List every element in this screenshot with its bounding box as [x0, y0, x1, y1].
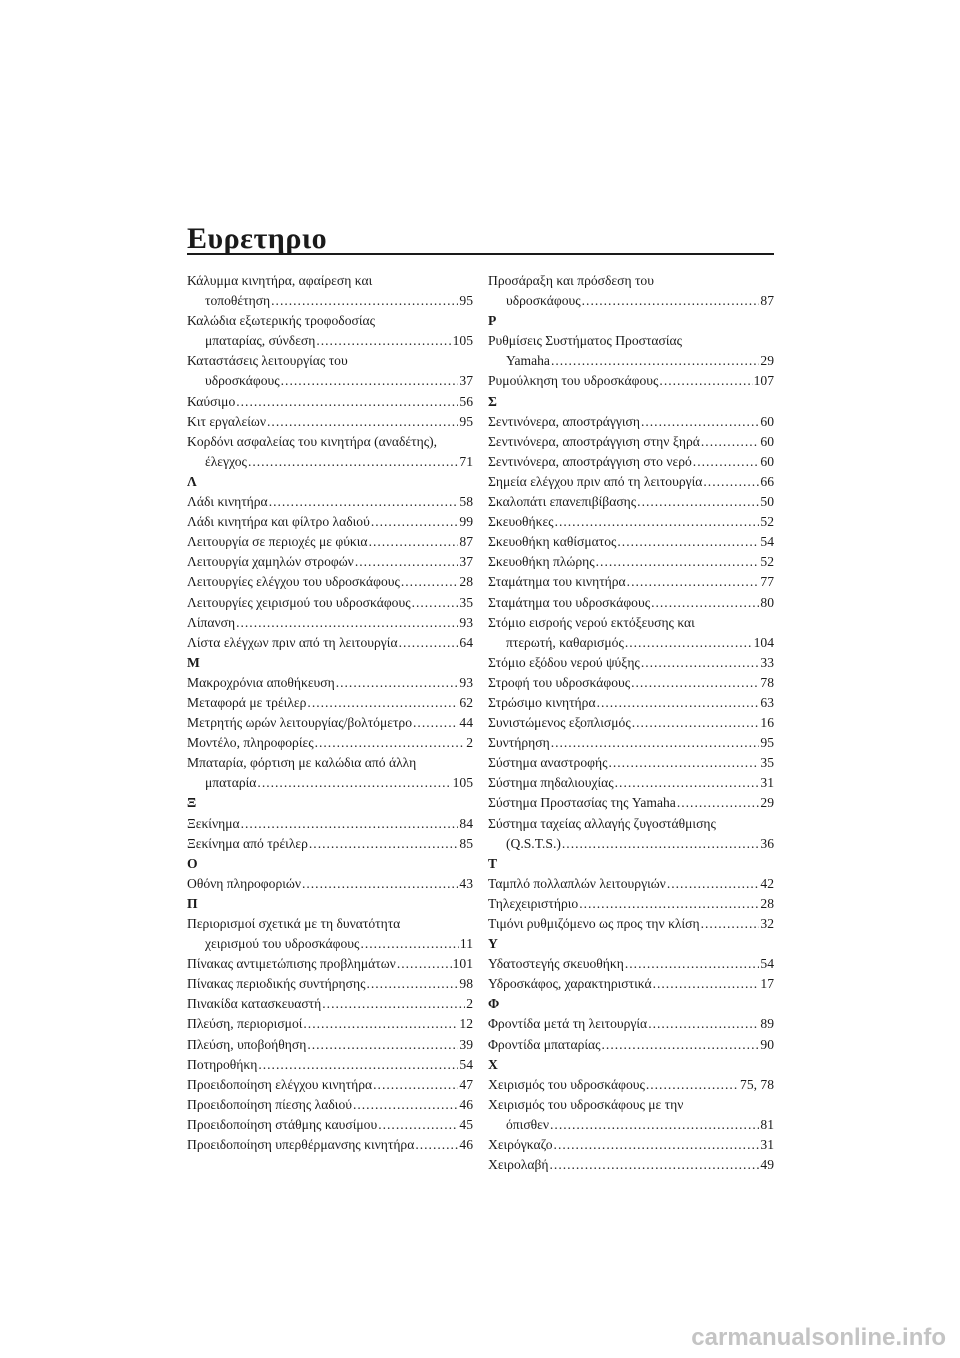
index-entry-text: Ρυθμίσεις Συστήματος Προστασίας	[488, 333, 683, 349]
index-entry-text: μπαταρίας, σύνδεση	[205, 333, 316, 349]
page-number: 99	[459, 514, 473, 530]
index-entry	[187, 1055, 473, 1075]
index-entry	[187, 1014, 473, 1034]
page-number: 12	[459, 1016, 473, 1032]
page-number: 90	[760, 1036, 774, 1052]
index-entry	[187, 412, 473, 432]
index-entry	[187, 1095, 473, 1115]
index-entry	[187, 874, 473, 894]
index-entry	[187, 572, 473, 592]
index-entry	[488, 552, 774, 572]
page-number: 105	[452, 775, 473, 791]
index-entry	[187, 432, 473, 472]
page-number: 31	[760, 775, 774, 791]
index-entry-text: Τηλεχειριστήριο	[488, 895, 579, 911]
dot-leader	[309, 834, 459, 854]
dot-leader	[236, 392, 458, 412]
dot-leader	[554, 1135, 760, 1155]
index-entry	[187, 914, 473, 954]
dot-leader	[415, 1135, 458, 1155]
page-number: 95	[760, 735, 774, 751]
page-number: 29	[760, 353, 774, 369]
index-column-right	[488, 271, 774, 1175]
page-number: 89	[760, 1016, 774, 1032]
dot-leader	[353, 1095, 458, 1115]
dot-leader	[412, 593, 459, 613]
index-entry	[187, 974, 473, 994]
page-number: 54	[760, 534, 774, 550]
index-entry	[488, 894, 774, 914]
index-entry	[488, 572, 774, 592]
page-number: 50	[760, 494, 774, 510]
index-entry	[187, 271, 473, 311]
dot-leader	[303, 1014, 458, 1034]
index-letter-heading: Π	[187, 895, 198, 911]
index-entry-text: Ταμπλό πολλαπλών λειτουργιών	[488, 875, 666, 891]
index-entry	[187, 532, 473, 552]
index-entry-text: Φροντίδα μπαταρίας	[488, 1036, 601, 1052]
index-entry	[187, 994, 473, 1014]
index-letter-heading: Υ	[488, 936, 498, 952]
page-number: 84	[459, 815, 473, 831]
index-entry	[488, 593, 774, 613]
index-entry	[488, 512, 774, 532]
page-number: 44	[459, 715, 473, 731]
index-entry-text: τοποθέτηση	[205, 293, 271, 309]
dot-leader	[315, 733, 466, 753]
dot-leader	[371, 512, 459, 532]
index-letter-heading: Χ	[488, 1056, 498, 1072]
index-entry	[488, 1035, 774, 1055]
dot-leader	[369, 532, 459, 552]
dot-leader	[258, 1055, 458, 1075]
index-entry-text: Καταστάσεις λειτουργίας του	[187, 353, 348, 369]
dot-leader	[281, 371, 459, 391]
page-number: 29	[760, 795, 774, 811]
dot-leader	[271, 291, 458, 311]
page-number: 2	[466, 735, 473, 751]
dot-leader	[693, 452, 760, 472]
dot-leader	[703, 472, 759, 492]
index-entry	[187, 613, 473, 633]
dot-leader	[550, 1155, 760, 1175]
index-entry-text: Χειρόγκαζο	[488, 1137, 553, 1153]
index-entry	[187, 1135, 473, 1155]
index-entry	[488, 331, 774, 371]
index-entry	[488, 673, 774, 693]
dot-leader	[366, 974, 458, 994]
page-number: 16	[760, 715, 774, 731]
dot-leader	[241, 814, 459, 834]
index-entry	[488, 371, 774, 391]
index-entry-text: Ρυμούλκηση του υδροσκάφους	[488, 373, 659, 389]
page-number: 56	[459, 393, 473, 409]
index-entry	[488, 492, 774, 512]
index-letter-heading: Μ	[187, 654, 200, 670]
dot-leader	[579, 894, 759, 914]
index-entry	[187, 1075, 473, 1095]
index-entry	[488, 1155, 774, 1175]
index-entry-text: Πίνακας περιοδικής συντήρησης	[187, 976, 366, 992]
page-number: 31	[760, 1137, 774, 1153]
index-entry-text: Σημεία ελέγχου πριν από τη λειτουργία	[488, 473, 703, 489]
index-entry-text: Λειτουργίες ελέγχου του υδροσκάφους	[187, 574, 400, 590]
page-number: 33	[760, 654, 774, 670]
dot-leader	[641, 412, 759, 432]
index-entry-text: Προειδοποίηση πίεσης λαδιού	[187, 1096, 352, 1112]
index-entry	[187, 593, 473, 613]
page-number: 2	[466, 996, 473, 1012]
index-entry-text: Χειρισμός του υδροσκάφους με την	[488, 1096, 684, 1112]
index-entry	[488, 753, 774, 773]
index-entry-text: Σύστημα πηδαλιουχίας	[488, 775, 614, 791]
index-entry-text: Στρώσιμο κινητήρα	[488, 694, 596, 710]
page-number: 71	[459, 453, 473, 469]
dot-leader	[413, 713, 458, 733]
dot-leader	[316, 331, 451, 351]
index-entry-text: Φροντίδα μετά τη λειτουργία	[488, 1016, 648, 1032]
index-entry-text: Ξεκίνημα	[187, 815, 240, 831]
dot-leader	[637, 492, 759, 512]
dot-leader	[267, 412, 458, 432]
index-letter-heading: Ρ	[488, 313, 497, 329]
index-entry	[488, 874, 774, 894]
index-entry	[488, 532, 774, 552]
index-entry-text: Οθόνη πληροφοριών	[187, 875, 301, 891]
index-entry-text: Μακροχρόνια αποθήκευση	[187, 674, 335, 690]
index-entry-text: υδροσκάφους	[205, 373, 280, 389]
page-number: 35	[459, 594, 473, 610]
index-entry	[187, 753, 473, 793]
page-number: 101	[452, 956, 473, 972]
index-entry-text: Προειδοποίηση στάθμης καυσίμου	[187, 1116, 378, 1132]
index-entry	[488, 1095, 774, 1135]
dot-leader	[257, 773, 451, 793]
index-entry-text: Πινακίδα κατασκευαστή	[187, 996, 322, 1012]
index-entry	[187, 713, 473, 733]
page-number: 87	[760, 293, 774, 309]
index-entry-text: Στόμιο εξόδου νερού ψύξης	[488, 654, 640, 670]
page-number: 32	[760, 916, 774, 931]
index-entry-text: Προειδοποίηση υπερθέρμανσης κινητήρα	[187, 1137, 415, 1153]
page-number: 37	[459, 554, 473, 570]
index-entry-text: Ποτηροθήκη	[187, 1056, 258, 1072]
page-number: 47	[459, 1076, 473, 1092]
index-entry	[488, 914, 774, 934]
index-entry-text: μπαταρία	[205, 775, 257, 791]
index-entry-text: Ξεκίνημα από τρέιλερ	[187, 835, 308, 851]
dot-leader	[378, 1115, 458, 1135]
index-entry-text: Λειτουργίες χειρισμού του υδροσκάφους	[187, 594, 411, 610]
dot-leader	[550, 1115, 759, 1135]
index-entry-text: Καύσιμο	[187, 393, 236, 409]
dot-leader	[336, 673, 459, 693]
index-entry	[187, 311, 473, 351]
index-entry-text: Λίπανση	[187, 614, 236, 630]
page-number: 64	[459, 634, 473, 650]
index-entry	[187, 733, 473, 753]
index-entry	[488, 733, 774, 753]
index-letter-heading: Ο	[187, 855, 198, 871]
dot-leader	[625, 633, 753, 653]
watermark: carmanualsonline.info	[691, 1324, 946, 1351]
dot-leader	[646, 1075, 739, 1095]
index-entry	[187, 693, 473, 713]
index-entry	[187, 552, 473, 572]
page-number: 60	[760, 453, 774, 469]
index-entry	[187, 633, 473, 653]
index-entry	[488, 472, 774, 492]
dot-leader	[397, 954, 452, 974]
page-number: 52	[760, 554, 774, 570]
page-number: 105	[452, 333, 473, 349]
page-number: 52	[760, 514, 774, 530]
dot-leader	[360, 934, 458, 954]
index-column-left	[187, 271, 473, 1155]
dot-leader	[631, 673, 759, 693]
page-number: 78	[760, 674, 774, 690]
dot-leader	[399, 633, 459, 653]
index-entry-text: Λίστα ελέγχων πριν από τη λειτουργία	[187, 634, 398, 650]
dot-leader	[401, 572, 459, 592]
index-entry-text: πτερωτή, καθαρισμός	[506, 634, 624, 650]
dot-leader	[307, 693, 458, 713]
index-entry	[488, 693, 774, 713]
dot-leader	[596, 552, 760, 572]
index-entry-text: χειρισμού του υδροσκάφους	[205, 936, 360, 952]
page-number: 77	[760, 574, 774, 590]
index-letter-heading: Φ	[488, 996, 500, 1012]
index-entry-text: Λάδι κινητήρα	[187, 494, 268, 510]
page-number: 46	[459, 1096, 473, 1112]
page-number: 35	[760, 755, 774, 771]
dot-leader	[602, 1035, 760, 1055]
index-entry-text: Σύστημα ταχείας αλλαγής ζυγοστάθμισης	[488, 815, 716, 831]
page-title: Ευρετηριο	[187, 222, 328, 255]
index-letter-heading: Λ	[187, 473, 197, 489]
page-number: 95	[459, 293, 473, 309]
index-entry	[187, 1035, 473, 1055]
page-number: 60	[760, 413, 774, 429]
page-number: 37	[459, 373, 473, 389]
page-number: 95	[459, 413, 473, 429]
index-entry	[488, 412, 774, 432]
index-entry	[187, 814, 473, 834]
index-entry	[488, 713, 774, 733]
dot-leader	[653, 974, 760, 994]
page-number: 46	[459, 1137, 473, 1153]
index-entry	[488, 613, 774, 653]
page-number: 81	[760, 1116, 774, 1132]
index-entry-text: Κορδόνι ασφαλείας του κινητήρα (αναδέτης),	[187, 433, 438, 449]
index-entry	[488, 773, 774, 793]
index-entry-text: Στόμιο εισροής νερού εκτόξευσης και	[488, 614, 695, 630]
index-entry	[488, 793, 774, 813]
page-number: 80	[760, 594, 774, 610]
index-entry-text: Μοντέλο, πληροφορίες	[187, 735, 314, 751]
page-number: 28	[760, 895, 774, 911]
index-entry-text: Σκευοθήκη καθίσματος	[488, 534, 617, 550]
page-number: 54	[760, 956, 774, 972]
index-entry-text: Σκευοθήκες	[488, 514, 554, 530]
index-entry-text: Σεντινόνερα, αποστράγγιση	[488, 413, 640, 429]
index-entry-text: Περιορισμοί σχετικά με τη δυνατότητα	[187, 916, 401, 931]
page-number: 66	[760, 473, 774, 489]
page-number: 54	[459, 1056, 473, 1072]
page-number: 87	[459, 534, 473, 550]
index-entry-text: Στροφή του υδροσκάφους	[488, 674, 631, 690]
page-number: 45	[459, 1116, 473, 1132]
index-entry-text: Πλεύση, υποβοήθηση	[187, 1036, 307, 1052]
page-number: 75, 78	[740, 1076, 774, 1092]
index-entry-text: Σύστημα αναστροφής	[488, 755, 608, 771]
index-entry-text: Χειρολαβή	[488, 1157, 549, 1173]
page-number: 85	[459, 835, 473, 851]
dot-leader	[373, 1075, 458, 1095]
page-number: 42	[760, 875, 774, 891]
page-number: 60	[760, 433, 774, 449]
index-entry-text: Τιμόνι ρυθμιζόμενο ως προς την κλίση	[488, 916, 700, 931]
dot-leader	[551, 733, 760, 753]
dot-leader	[562, 834, 760, 854]
page-number: 93	[459, 614, 473, 630]
index-entry-text: Κάλυμμα κινητήρα, αφαίρεση και	[187, 273, 373, 288]
dot-leader	[701, 432, 760, 452]
dot-leader	[302, 874, 458, 894]
index-entry-text: Σταμάτημα του υδροσκάφους	[488, 594, 651, 610]
dot-leader	[307, 1035, 458, 1055]
dot-leader	[355, 552, 459, 572]
index-entry-text: Προειδοποίηση ελέγχου κινητήρα	[187, 1076, 373, 1092]
index-entry	[488, 452, 774, 472]
index-entry-text: Συντήρηση	[488, 735, 550, 751]
dot-leader	[701, 914, 760, 934]
index-entry-text: Πίνακας αντιμετώπισης προβλημάτων	[187, 956, 396, 972]
index-entry-text: Κιτ εργαλείων	[187, 413, 267, 429]
title-rule	[187, 253, 774, 255]
dot-leader	[625, 954, 760, 974]
index-entry-text: Καλώδια εξωτερικής τροφοδοσίας	[187, 313, 376, 329]
index-entry-text: Σεντινόνερα, αποστράγγιση στο νερό	[488, 453, 692, 469]
index-entry-text: υδροσκάφους	[506, 293, 581, 309]
index-entry	[488, 1075, 774, 1095]
index-entry	[488, 653, 774, 673]
page-number: 58	[459, 494, 473, 510]
index-entry-text: Χειρισμός του υδροσκάφους	[488, 1076, 645, 1092]
dot-leader	[236, 613, 458, 633]
dot-leader	[677, 793, 760, 813]
page-number: 49	[760, 1157, 774, 1173]
index-entry-text: Σκευοθήκη πλώρης	[488, 554, 595, 570]
index-letter-heading: Σ	[488, 393, 497, 409]
dot-leader	[555, 512, 760, 532]
dot-leader	[615, 773, 760, 793]
index-entry-text: όπισθεν	[506, 1116, 550, 1132]
index-entry-text: Σύστημα Προστασίας της Yamaha	[488, 795, 676, 811]
index-entry-text: Μπαταρία, φόρτιση με καλώδια από άλλη	[187, 755, 417, 771]
index-entry-text: (Q.S.T.S.)	[506, 835, 561, 851]
index-entry	[187, 512, 473, 532]
page-number: 93	[459, 674, 473, 690]
index-entry	[187, 392, 473, 412]
index-entry-text: Πλεύση, περιορισμοί	[187, 1016, 303, 1032]
index-entry	[488, 271, 774, 311]
index-entry-text: Σταμάτημα του κινητήρα	[488, 574, 626, 590]
index-entry	[187, 492, 473, 512]
page-number: 98	[459, 976, 473, 992]
index-entry-text: Λάδι κινητήρα και φίλτρο λαδιού	[187, 514, 370, 530]
dot-leader	[632, 713, 760, 733]
dot-leader	[551, 351, 759, 371]
dot-leader	[582, 291, 760, 311]
index-entry-text: Λειτουργία χαμηλών στροφών	[187, 554, 354, 570]
index-entry-text: Σκαλοπάτι επανεπιβίβασης	[488, 494, 637, 510]
index-entry-text: Σεντινόνερα, αποστράγγιση στην ξηρά	[488, 433, 700, 449]
index-entry	[187, 351, 473, 391]
index-entry-text: Μετρητής ωρών λειτουργίας/βολτόμετρο	[187, 715, 413, 731]
dot-leader	[248, 452, 458, 472]
dot-leader	[667, 874, 760, 894]
page-number: 17	[760, 976, 774, 992]
page-number: 62	[459, 694, 473, 710]
dot-leader	[651, 593, 759, 613]
index-letter-heading: Τ	[488, 855, 498, 871]
index-entry	[187, 673, 473, 693]
page-number: 104	[753, 634, 774, 650]
index-entry	[488, 1014, 774, 1034]
page-number: 39	[459, 1036, 473, 1052]
page-number: 107	[753, 373, 774, 389]
index-letter-heading: Ξ	[187, 795, 197, 811]
dot-leader	[608, 753, 759, 773]
index-entry-text: Yamaha	[506, 353, 550, 369]
page-number: 28	[459, 574, 473, 590]
dot-leader	[659, 371, 752, 391]
dot-leader	[269, 492, 459, 512]
dot-leader	[322, 994, 465, 1014]
index-entry-text: Υδατοστεγής σκευοθήκη	[488, 956, 624, 972]
page-number: 36	[760, 835, 774, 851]
dot-leader	[627, 572, 760, 592]
dot-leader	[648, 1014, 759, 1034]
page-number: 11	[459, 936, 473, 952]
index-entry	[488, 814, 774, 854]
index-entry-text: Συνιστώμενος εξοπλισμός	[488, 715, 631, 731]
index-entry-text: Προσάραξη και πρόσδεση του	[488, 273, 654, 288]
dot-leader	[617, 532, 759, 552]
index-entry	[488, 954, 774, 974]
index-entry-text: Λειτουργία σε περιοχές με φύκια	[187, 534, 368, 550]
index-entry	[187, 1115, 473, 1135]
index-entry	[488, 1135, 774, 1155]
index-entry	[187, 954, 473, 974]
page-number: 63	[760, 694, 774, 710]
index-entry	[488, 432, 774, 452]
index-entry-text: Μεταφορά με τρέιλερ	[187, 694, 307, 710]
index-entry-text: έλεγχος	[205, 453, 247, 469]
page-number: 43	[459, 875, 473, 891]
dot-leader	[641, 653, 760, 673]
dot-leader	[597, 693, 760, 713]
index-entry	[187, 834, 473, 854]
index-entry	[488, 974, 774, 994]
index-entry-text: Υδροσκάφος, χαρακτηριστικά	[488, 976, 652, 992]
